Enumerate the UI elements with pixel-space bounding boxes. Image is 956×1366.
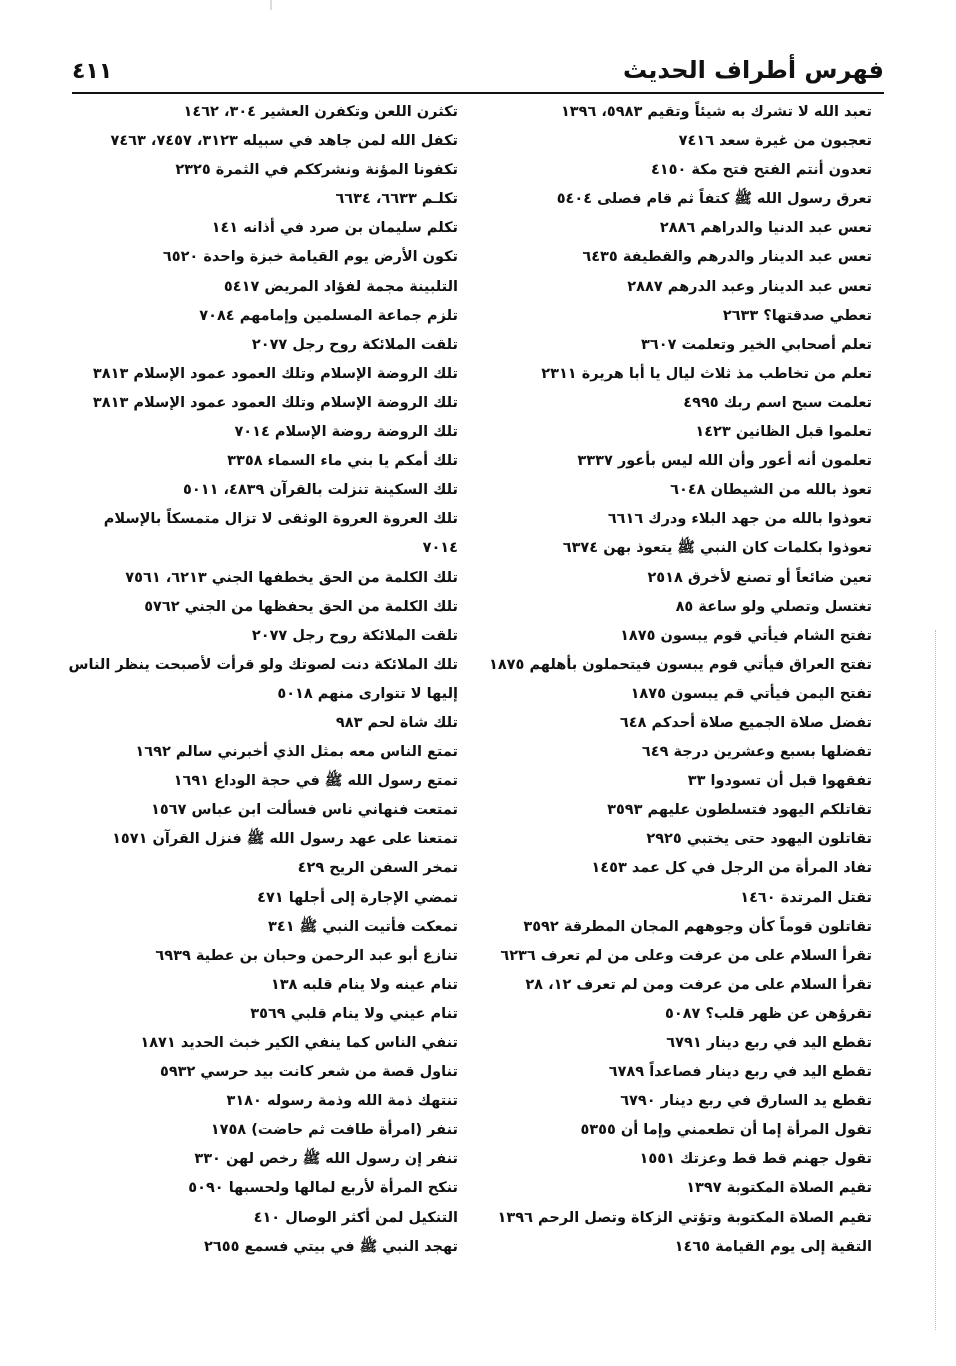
index-entry: تلك الكلمة من الحق يحفظها من الجني ٥٧٦٢ — [144, 598, 458, 615]
index-entry: تعجبون من غيرة سعد ٧٤١٦ — [678, 133, 872, 150]
index-entry: تقتل المرتدة ١٤٦٠ — [740, 889, 872, 906]
index-entry: تنام عينه ولا ينام قلبه ١٣٨ — [270, 976, 458, 993]
index-entry: تفتح اليمن فيأتي قم يبسون ١٨٧٥ — [630, 685, 872, 702]
index-entry: تقول المرأة إما أن تطعمني وإما أن ٥٣٥٥ — [580, 1122, 872, 1139]
index-entry: تقول جهنم قط قط وعزتك ١٥٥١ — [639, 1151, 872, 1168]
index-entry: تنازع أبو عبد الرحمن وحبان بن عطية ٦٩٣٩ — [155, 947, 458, 964]
index-entry: تغتسل وتصلي ولو ساعة ٨٥ — [675, 598, 872, 615]
index-entry: تعدون أنتم الفتح فتح مكة ٤١٥٠ — [650, 162, 872, 179]
index-entry: تمتع الناس معه بمثل الذي أخبرني سالم ١٦٩٢ — [135, 744, 458, 761]
index-entry: تنفر إن رسول الله ﷺ رخص لهن ٣٣٠ — [194, 1151, 458, 1168]
index-entry: التلبينة مجمة لفؤاد المريض ٥٤١٧ — [223, 278, 458, 295]
index-entry: تلزم جماعة المسلمين وإمامهم ٧٠٨٤ — [199, 307, 458, 324]
index-column-left — [66, 98, 458, 1262]
index-entry: تلك السكينة تنزلت بالقرآن ٤٨٣٩، ٥٠١١ — [183, 482, 458, 499]
index-entry: تهجد النبي ﷺ في بيتي فسمع ٢٦٥٥ — [204, 1238, 458, 1255]
index-entry: تفتح العراق فيأتي قوم يبسون فيتحملون بأهلهم ١٨٧٥ — [488, 656, 872, 673]
index-entry: تكفونا المؤنة ونشرككم في الثمرة ٢٣٢٥ — [175, 162, 458, 179]
page-fold-line — [935, 630, 936, 1330]
index-entry: تقاتلكم اليهود فتسلطون عليهم ٣٥٩٣ — [607, 802, 872, 819]
index-entry: تكفل الله لمن جاهد في سبيله ٣١٢٣، ٧٤٥٧، ٧٤٦٣ — [110, 133, 458, 150]
index-entry: تفقهوا قبل أن تسودوا ٣٣ — [687, 773, 872, 790]
index-entry: تلك الروضة روضة الإسلام ٧٠١٤ — [234, 424, 458, 441]
index-entry: تقرأ السلام على من عرفت وعلى من لم تعرف ٦٢٣٦ — [500, 947, 872, 964]
index-entry: تقيم الصلاة المكتوبة ١٣٩٧ — [686, 1180, 872, 1197]
index-entry: تكلم سليمان بن صرد في أذانه ١٤١ — [211, 220, 458, 237]
index-entry: تقرؤهن عن ظهر قلب؟ ٥٠٨٧ — [665, 1005, 872, 1022]
page-title: فهرس أطراف الحديث — [623, 56, 884, 84]
index-entry: تقاتلون اليهود حتى يختبي ٢٩٢٥ — [646, 831, 872, 848]
index-entry: تقطع اليد في ربع دينار فصاعداً ٦٧٨٩ — [608, 1064, 872, 1081]
index-entry: تعبد الله لا تشرك به شيئاً وتقيم ٥٩٨٣، ١٣٩٦ — [560, 104, 872, 120]
index-entry: تنتهك ذمة الله وذمة رسوله ٣١٨٠ — [226, 1093, 458, 1110]
index-entry: تلك شاة لحم ٩٨٣ — [335, 714, 458, 731]
index-entry: تنكح المرأة لأربع لمالها ولحسبها ٥٠٩٠ — [188, 1180, 458, 1197]
index-entry: تلك الكلمة من الحق يخطفها الجني ٦٢١٣، ٧٥٦١ — [125, 569, 458, 586]
index-entry: تلقت الملائكة روح رجل ٢٠٧٧ — [251, 627, 458, 644]
index-entry: تلقت الملائكة روح رجل ٢٠٧٧ — [251, 336, 458, 353]
index-entry: تكون الأرض يوم القيامة خبزة واحدة ٦٥٢٠ — [162, 249, 458, 266]
index-entry: تعلمت سبح اسم ربك ٤٩٩٥ — [683, 394, 872, 411]
index-entry: تلك أمكم يا بني ماء السماء ٣٣٥٨ — [227, 453, 458, 470]
index-entry: تفتح الشام فيأتي قوم يبسون ١٨٧٥ — [620, 627, 872, 644]
index-entry: تعطي صدقتها؟ ٢٦٣٣ — [722, 307, 872, 324]
index-entry: تعلم أصحابي الخير وتعلمت ٣٦٠٧ — [641, 336, 872, 353]
index-entry: تفاد المرأة من الرجل في كل عمد ١٤٥٣ — [591, 860, 872, 877]
scan-mark — [270, 0, 272, 10]
index-entry: تقاتلون قوماً كأن وجوههم المجان المطرقة ٣٥٩٢ — [523, 918, 872, 935]
index-entry: تنام عيني ولا ينام قلبي ٣٥٦٩ — [250, 1005, 458, 1022]
index-entry: تفضل صلاة الجميع صلاة أحدكم ٦٤٨ — [619, 714, 872, 731]
index-entry: تمتعنا على عهد رسول الله ﷺ فنزل القرآن ١٥٧١ — [112, 831, 458, 848]
index-entry: تقرأ السلام على من عرفت ومن لم تعرف ١٢، ٢٨ — [525, 976, 872, 993]
page-number: ٤١١ — [72, 59, 113, 84]
index-entry: تعين ضائعاً أو تصنع لأخرق ٢٥١٨ — [647, 569, 872, 586]
index-entry: تعس عبد الدينار وعبد الدرهم ٢٨٨٧ — [627, 278, 872, 295]
index-column-right — [472, 98, 872, 1262]
index-entry: تقطع يد السارق في ربع دينار ٦٧٩٠ — [620, 1093, 872, 1110]
index-entry: تلك الملائكة دنت لصوتك ولو قرأت لأصبحت ينظر الناس إليها لا تتوارى منهم ٥٠١٨ — [68, 656, 458, 702]
index-entry: تنفي الناس كما ينفي الكير خبث الحديد ١٨٧١ — [140, 1035, 458, 1051]
index-entry: تلك الروضة الإسلام وتلك العمود عمود الإسلام ٣٨١٣ — [92, 365, 458, 382]
index-entry: تعلم من تخاطب مذ ثلاث ليال يا أبا هريرة ٢٣١١ — [541, 365, 872, 382]
index-entry: تلك الروضة الإسلام وتلك العمود عمود الإسلام ٣٨١٣ — [92, 394, 458, 411]
index-entry: تعلمون أنه أعور وأن الله ليس بأعور ٣٣٣٧ — [577, 453, 872, 470]
index-entry: تكلـم ٦٦٣٣، ٦٦٣٤ — [335, 191, 458, 208]
index-entry: تمضي الإجارة إلى أجلها ٤٧١ — [257, 889, 458, 906]
index-entry: تعوذ بالله من الشيطان ٦٠٤٨ — [670, 482, 872, 499]
index-entry: تقطع اليد في ربع دينار ٦٧٩١ — [666, 1035, 872, 1051]
index-entry: التنكيل لمن أكثر الوصال ٤١٠ — [253, 1209, 458, 1226]
index-entry: تناول قصة من شعر كانت بيد حرسي ٥٩٣٢ — [159, 1064, 458, 1081]
index-entry: تقيم الصلاة المكتوبة وتؤتي الزكاة وتصل الرحم ١٣٩٦ — [497, 1209, 872, 1226]
index-entry: تعلموا قبل الظانين ١٤٢٣ — [695, 424, 872, 441]
index-entry: تلك العروة العروة الوثقى لا تزال متمسكاً بالإسلام ٧٠١٤ — [103, 511, 458, 557]
index-entry: تعوذوا بكلمات كان النبي ﷺ يتعوذ بهن ٦٣٧٤ — [562, 540, 872, 557]
index-entry: تكثرن اللعن وتكفرن العشير ٣٠٤، ١٤٦٢ — [183, 104, 458, 120]
page-header — [72, 44, 884, 94]
index-entry: تمتعت فنهاني ناس فسألت ابن عباس ١٥٦٧ — [151, 802, 458, 819]
index-entry: تمتع رسول الله ﷺ في حجة الوداع ١٦٩١ — [173, 773, 458, 790]
index-entry: تمعكت فأتيت النبي ﷺ ٣٤١ — [268, 918, 458, 935]
index-entry: تنفر (امرأة طافت ثم حاضت) ١٧٥٨ — [210, 1122, 458, 1139]
index-entry: التقية إلى يوم القيامة ١٤٦٥ — [674, 1238, 872, 1255]
index-entry: تمخر السفن الريح ٤٢٩ — [297, 860, 458, 877]
index-entry: تعوذوا بالله من جهد البلاء ودرك ٦٦١٦ — [607, 511, 872, 528]
index-entry: تعس عبد الدنيا والدراهم ٢٨٨٦ — [659, 220, 872, 237]
index-entry: تعس عبد الدينار والدرهم والقطيفة ٦٤٣٥ — [582, 249, 872, 266]
index-entry: تفضلها بسبع وعشرين درجة ٦٤٩ — [641, 744, 872, 761]
index-entry: تعرق رسول الله ﷺ كتفاً ثم قام فصلى ٥٤٠٤ — [556, 191, 872, 208]
